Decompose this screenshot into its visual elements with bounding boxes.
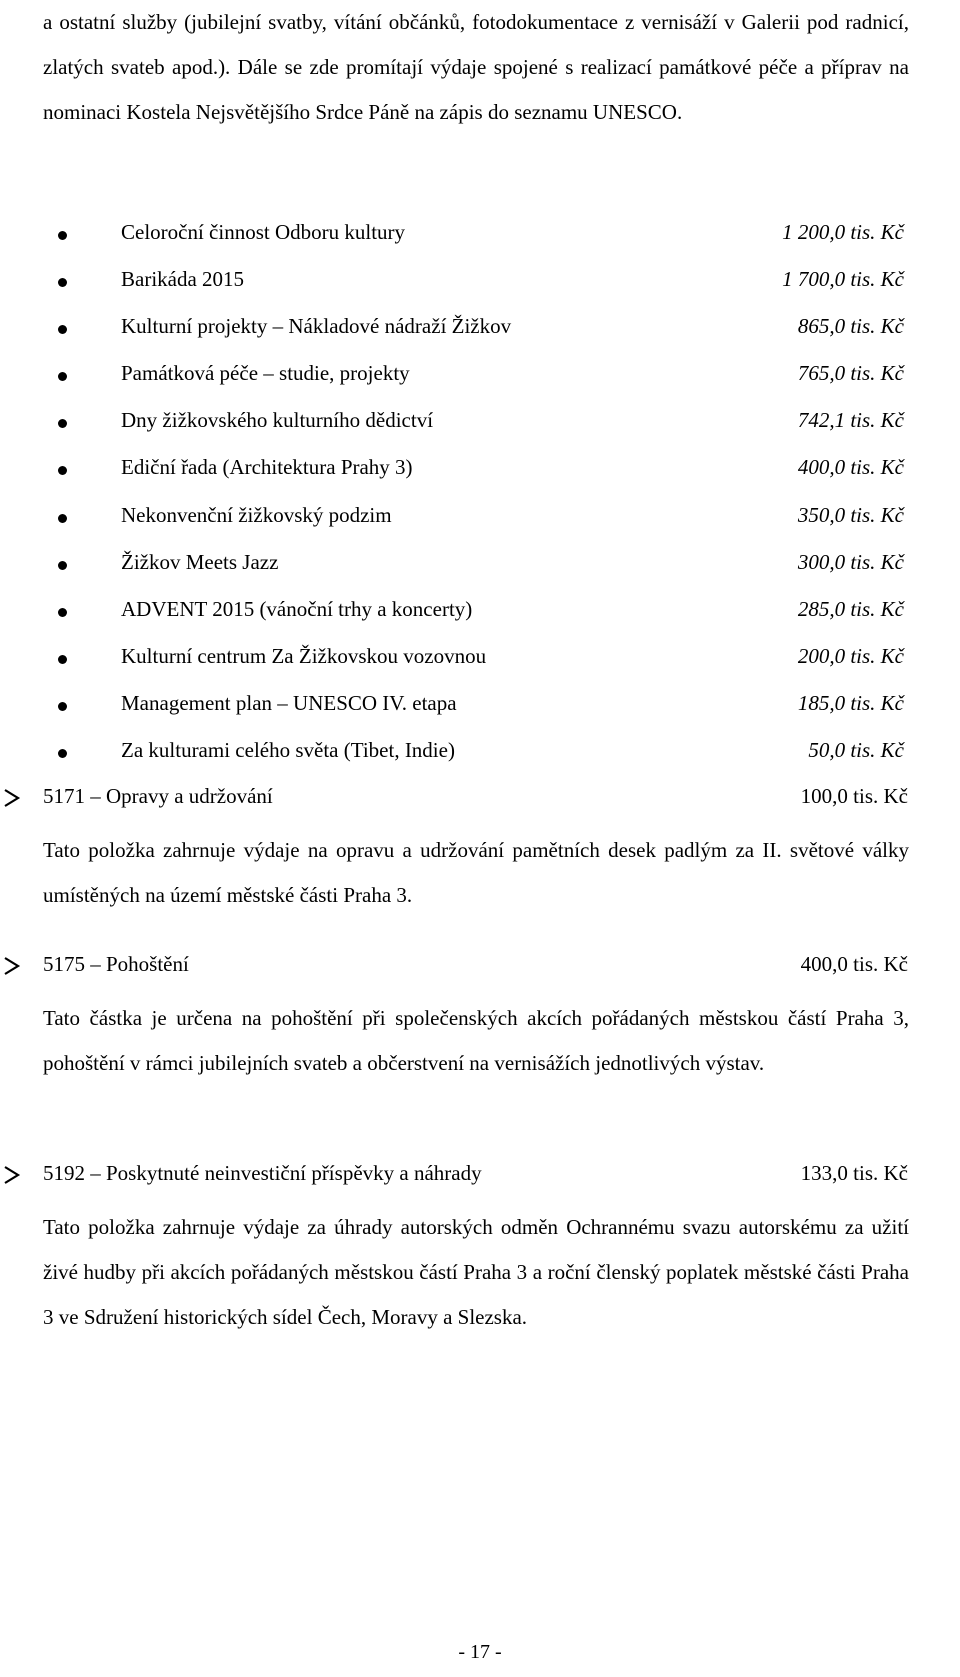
intro-text: a ostatní služby (jubilejní svatby, vítání občánků, fotodokumentace z vernisáží v Galerii pod radnicí, zlatých svateb apod.). Dále se zde promítají výdaje spojené s realizací památkové péče a příprav na nominaci Kostela Nejsvětějšího Srdce Páně na zápis do seznamu UNESCO. — [43, 10, 909, 124]
section-title: 5192 – Poskytnuté neinvestiční příspěvky a náhrady — [43, 1161, 482, 1185]
cultural-projects-list — [0, 219, 960, 784]
item-amount: 1 200,0 tis. Kč — [782, 220, 904, 244]
section-5175 — [0, 951, 960, 1086]
list-item — [0, 502, 960, 549]
item-amount: 50,0 tis. Kč — [808, 738, 904, 763]
bullet-icon — [58, 278, 67, 287]
item-amount: 200,0 tis. Kč — [797, 643, 904, 668]
section-header — [0, 783, 960, 828]
item-label: Celoroční činnost Odboru kultury — [121, 220, 406, 244]
item-amount: 742,1 tis. Kč — [797, 408, 904, 433]
section-5192 — [0, 1160, 960, 1340]
section-title: 5175 – Pohoštění — [43, 952, 189, 976]
section-description: Tato položka zahrnuje výdaje za úhrady autorských odměn Ochrannému svazu autorskému za užití živé hudby při akcích pořádaných městskou částí Praha 3 a roční členský poplatek městské části Praha 3 ve Sdružení historických sídel Čech, Moravy a Slezska. — [43, 1215, 909, 1329]
item-label: Za kulturami celého světa (Tibet, Indie) — [121, 738, 455, 763]
item-label: Barikáda 2015 — [121, 267, 245, 292]
item-amount: 300,0 tis. Kč — [797, 549, 904, 574]
intro-paragraph — [43, 0, 909, 135]
item-amount: 400,0 tis. Kč — [797, 455, 904, 480]
page-number: - 17 - — [458, 1641, 502, 1663]
bullet-icon — [58, 372, 67, 381]
section-amount: 400,0 tis. Kč — [800, 952, 908, 976]
item-label: ADVENT 2015 (vánoční trhy a koncerty) — [121, 596, 473, 621]
section-5171 — [0, 783, 960, 918]
bullet-icon — [58, 702, 67, 711]
item-amount: 285,0 tis. Kč — [797, 596, 904, 621]
bullet-icon — [58, 561, 67, 570]
section-description: Tato položka zahrnuje výdaje na opravu a udržování pamětních desek padlým za II. světové války umístěných na území městské části Praha 3. — [43, 838, 909, 907]
list-item — [0, 596, 960, 643]
list-item — [0, 737, 960, 784]
bullet-icon — [58, 419, 67, 428]
section-header — [0, 1160, 960, 1205]
item-amount: 185,0 tis. Kč — [797, 690, 904, 715]
bullet-icon — [58, 325, 67, 334]
section-header — [0, 951, 960, 996]
list-item — [0, 643, 960, 690]
list-item — [0, 407, 960, 454]
item-amount: 1 700,0 tis. Kč — [782, 267, 904, 292]
list-item — [0, 360, 960, 407]
bullet-icon — [58, 514, 67, 523]
bullet-icon — [58, 466, 67, 475]
item-label: Dny žižkovského kulturního dědictví — [121, 408, 434, 433]
bullet-icon — [58, 749, 67, 758]
item-amount: 865,0 tis. Kč — [797, 314, 904, 339]
item-label: Kulturní centrum Za Žižkovskou vozovnou — [121, 643, 487, 668]
list-item — [0, 690, 960, 737]
list-item — [0, 313, 960, 360]
item-amount: 765,0 tis. Kč — [797, 361, 904, 386]
item-label: Kulturní projekty – Nákladové nádraží Žižkov — [121, 314, 512, 339]
list-item — [0, 454, 960, 501]
list-item — [0, 219, 960, 266]
section-title: 5171 – Opravy a udržování — [43, 784, 273, 808]
section-amount: 133,0 tis. Kč — [800, 1161, 908, 1185]
list-item — [0, 266, 960, 313]
bullet-icon — [58, 608, 67, 617]
item-label: Památková péče – studie, projekty — [121, 361, 410, 386]
item-label: Žižkov Meets Jazz — [121, 549, 279, 574]
section-description: Tato částka je určena na pohoštění při společenských akcích pořádaných městskou částí Praha 3, pohoštění v rámci jubilejních svateb a občerstvení na vernisážích jednotlivých výstav. — [43, 1006, 909, 1075]
bullet-icon — [58, 231, 67, 240]
arrowhead-bullet-icon — [2, 1165, 22, 1185]
item-label: Management plan – UNESCO IV. etapa — [121, 690, 457, 715]
section-amount: 100,0 tis. Kč — [800, 784, 908, 808]
item-label: Nekonvenční žižkovský podzim — [121, 502, 392, 527]
item-label: Ediční řada (Architektura Prahy 3) — [121, 455, 413, 480]
list-item — [0, 549, 960, 596]
arrowhead-bullet-icon — [2, 788, 22, 808]
arrowhead-bullet-icon — [2, 956, 22, 976]
bullet-icon — [58, 655, 67, 664]
item-amount: 350,0 tis. Kč — [797, 502, 904, 527]
